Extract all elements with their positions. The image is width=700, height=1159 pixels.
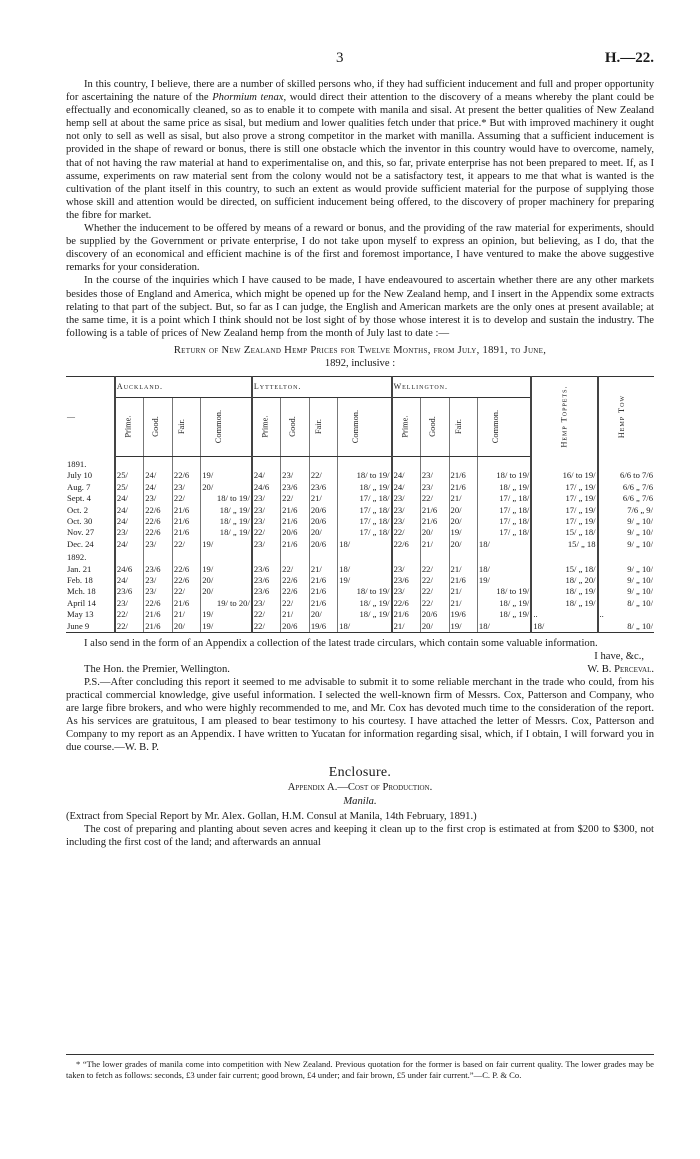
price-cell: 23/ xyxy=(392,563,421,574)
price-cell: 17/ „ 18/ xyxy=(477,504,531,515)
price-cell: 22/6 xyxy=(172,575,200,586)
price-cell: 17/ „ 18/ xyxy=(338,504,392,515)
price-cell: 21/6 xyxy=(449,482,477,493)
price-cell: 21/6 xyxy=(281,539,310,550)
row-date: Jan. 21 xyxy=(67,563,92,574)
header-auckland-good: Good. xyxy=(144,397,173,456)
price-cell: 23/ xyxy=(144,539,173,550)
price-cell: 9/ „ 10/ xyxy=(598,527,654,538)
price-cell: 23/ xyxy=(144,493,173,504)
price-cell: 20/ xyxy=(309,527,337,538)
price-cell: 18/ xyxy=(338,620,392,632)
price-cell: 18/ to 19/ xyxy=(338,470,392,481)
price-cell: 18/ „ 19/ xyxy=(531,586,597,597)
price-cell: 19/ to 20/ xyxy=(201,598,252,609)
price-cell: 17/ „ 18/ xyxy=(477,516,531,527)
price-cell: 8/ „ 10/ xyxy=(598,598,654,609)
year-row xyxy=(66,550,654,563)
price-cell: 19/ xyxy=(201,609,252,620)
row-date: Nov. 27 xyxy=(67,527,95,538)
price-cell: 24/ xyxy=(392,482,421,493)
price-cell: 22/ xyxy=(420,575,449,586)
table-row xyxy=(66,493,654,504)
price-cell: 22/6 xyxy=(144,598,173,609)
appendix-subtitle: Manila. xyxy=(343,795,377,807)
price-cell: 23/ xyxy=(281,470,310,481)
paragraph-inducement: Whether the inducement to be offered by means of a reward or bonus, and the providing of the raw material for experiments, should be supplied by the Government or private enterprise, I do not take upon myself to express an opinion, but believing, as I do, that the discovery of an economical and efficient machine is of the first and foremost importance, I have ventured to make the above suggestive remarks for your consideration. xyxy=(66,223,654,274)
price-cell: 21/6 xyxy=(420,504,449,515)
price-cell: 22/ xyxy=(252,609,281,620)
document-reference: H.—22. xyxy=(604,50,654,66)
page-header xyxy=(0,50,700,70)
price-cell: 24/ xyxy=(144,482,173,493)
year-label: 1892. xyxy=(67,552,87,563)
table-row xyxy=(66,527,654,538)
price-cell: 15/ „ 18/ xyxy=(531,563,597,574)
price-cell: 23/ xyxy=(392,586,421,597)
header-lyttelton-fair: Fair. xyxy=(309,397,337,456)
document-body xyxy=(66,78,654,849)
header-auckland-fair: Fair. xyxy=(172,397,200,456)
price-cell: 22/ xyxy=(420,598,449,609)
price-cell: 22/ xyxy=(281,563,310,574)
price-cell: 23/6 xyxy=(144,563,173,574)
header-lyttelton-common: Common. xyxy=(338,397,392,456)
price-cell: 21/6 xyxy=(172,527,200,538)
table-row xyxy=(66,470,654,481)
price-cell: 22/ xyxy=(392,527,421,538)
price-cell: 6/6 „ 7/6 xyxy=(598,482,654,493)
price-cell: 23/ xyxy=(144,575,173,586)
price-cell: 22/ xyxy=(281,493,310,504)
price-cell: 18/ xyxy=(477,563,531,574)
price-cell: 21/ xyxy=(172,609,200,620)
price-cell: 17/ „ 19/ xyxy=(531,482,597,493)
price-cell: 20/ xyxy=(201,575,252,586)
price-cell: .. xyxy=(598,609,654,620)
header-hemp-toppets: Hemp Toppets. xyxy=(531,376,597,456)
price-cell: 21/6 xyxy=(144,620,173,632)
header-auckland-common: Common. xyxy=(201,397,252,456)
price-cell: 22/ xyxy=(420,586,449,597)
price-cell: 19/ xyxy=(338,575,392,586)
header-lyttelton-good: Good. xyxy=(281,397,310,456)
price-cell: 18/ „ 19/ xyxy=(201,527,252,538)
price-cell: 9/ „ 10/ xyxy=(598,539,654,550)
table-row xyxy=(66,504,654,515)
price-cell: 21/6 xyxy=(172,504,200,515)
table-row xyxy=(66,563,654,574)
group-auckland: Auckland. xyxy=(115,376,252,397)
table-row xyxy=(66,516,654,527)
paragraph-phormium: In this country, I believe, there are a number of skilled persons who, if they had sufficient inducement and full and proper opportunity for ascertaining the nature of the Phormium tenax, would direct their attention to the discovery of a means whereby the plant could be effectually and economically cleaned, so as to enable it to compete with manila and sisal. At present the better qualities of New Zealand hemp sell at about the same price as sisal, but medium and lower qualities fetch under that price.* But with improved machinery it ought not only to sell as well as sisal, but also prove a strong competitor in the market with manilla. Assuming that a sufficient inducement is provided in the shape of reward or bonus, there is still one obstacle which the inventor in this country would have to overcome, namely, that of not having the raw material at hand to experimentalise on, and this, so far, private enterprise has not been prepared to meet. If, as I assume, experiments on raw material sent from the colony would not be a satisfactory test, it appears to me that what is wanted is the cultivation of the plant itself in this country, to such an extent as would provide sufficient material for the purpose of supplying those whose skill and attention would be directed, on sufficient inducement being offered, to the discovery of proper machinery for preparing the fibre for market. xyxy=(66,79,655,221)
table-row xyxy=(66,575,654,586)
price-cell: 23/ xyxy=(420,470,449,481)
price-cell: 9/ „ 10/ xyxy=(598,575,654,586)
price-cell: 18/ „ 19/ xyxy=(477,482,531,493)
price-cell: 20/ xyxy=(201,586,252,597)
price-cell: 23/ xyxy=(252,493,281,504)
table-caption-line1: Return of New Zealand Hemp Prices for Twelve Months, from July, 1891, to June, xyxy=(173,344,547,356)
price-cell: 23/ xyxy=(392,516,421,527)
table-caption xyxy=(66,344,654,370)
price-cell: 21/ xyxy=(449,563,477,574)
footnote-rule xyxy=(66,1054,654,1055)
price-cell: 22/ xyxy=(420,563,449,574)
price-cell: 20/6 xyxy=(281,620,310,632)
header-hemp-tow: Hemp Tow xyxy=(598,376,654,456)
price-cell: 22/6 xyxy=(144,527,173,538)
price-cell: 20/ xyxy=(449,504,477,515)
price-cell: 24/ xyxy=(115,516,144,527)
hemp-prices-table xyxy=(66,376,654,633)
price-cell: 18/ „ 19/ xyxy=(477,598,531,609)
cost-paragraph: The cost of preparing and planting about seven acres and keeping it clean up to the first crop is estimated at from $200 to $300, not including the first cost of the land; and afterwards an annual xyxy=(66,823,654,848)
price-cell: 20/6 xyxy=(309,516,337,527)
price-cell: 17/ „ 18/ xyxy=(338,493,392,504)
price-cell: 21/ xyxy=(309,563,337,574)
price-cell: 18/ xyxy=(477,539,531,550)
price-cell: 21/6 xyxy=(144,609,173,620)
price-cell: 23/ xyxy=(115,527,144,538)
price-cell: 22/ xyxy=(172,539,200,550)
header-wellington-common: Common. xyxy=(477,397,531,456)
price-cell: 17/ „ 18/ xyxy=(338,527,392,538)
price-cell: 17/ „ 18/ xyxy=(477,493,531,504)
price-cell: 23/6 xyxy=(309,482,337,493)
price-cell: 22/ xyxy=(252,527,281,538)
price-cell: 8/ „ 10/ xyxy=(598,620,654,632)
price-cell: 22/6 xyxy=(172,470,200,481)
row-date: Oct. 2 xyxy=(67,504,89,515)
price-cell: 9/ „ 10/ xyxy=(598,563,654,574)
price-cell: 19/ xyxy=(201,563,252,574)
signature: W. B. Perceval. xyxy=(587,663,654,675)
row-date: Sept. 4 xyxy=(67,493,91,504)
price-cell: 21/ xyxy=(420,539,449,550)
price-cell: .. xyxy=(531,609,597,620)
price-cell: 19/ xyxy=(201,539,252,550)
paragraph-markets: In the course of the inquiries which I have caused to be made, I have endeavoured to ascertain whether there are any other markets besides those of England and America, which might be opened up for the New Zealand hemp, and I insert in the Appendix some extracts relating to that part of the subject. But, so far as I can judge, the English and American markets are the only ones at present available; at the same time, it is a point which I think should not be lost sight of by those whose interest it is to develop and sustain the industry. The following is a table of prices of New Zealand hemp from the month of July last to date :— xyxy=(66,275,654,339)
price-cell: 18/ to 19/ xyxy=(477,586,531,597)
price-cell: 18/ „ 19/ xyxy=(338,598,392,609)
hemp-table-body xyxy=(66,456,654,632)
price-cell: 25/ xyxy=(115,482,144,493)
price-cell: 18/ „ 19/ xyxy=(201,504,252,515)
price-cell: 22/ xyxy=(420,493,449,504)
price-cell: 23/ xyxy=(392,504,421,515)
price-cell: 24/6 xyxy=(252,482,281,493)
paragraph-appendix: I also send in the form of an Appendix a collection of the latest trade circulars, which contain some valuable information. xyxy=(84,637,598,649)
price-cell: 24/ xyxy=(115,575,144,586)
price-cell: 21/ xyxy=(309,493,337,504)
group-wellington: Wellington. xyxy=(392,376,532,397)
price-cell: 23/6 xyxy=(252,586,281,597)
price-cell: 15/ „ 18/ xyxy=(531,527,597,538)
price-cell: 15/ „ 18 xyxy=(531,539,597,550)
price-cell: 19/6 xyxy=(309,620,337,632)
price-cell: 24/ xyxy=(392,470,421,481)
price-cell: 19/ xyxy=(449,527,477,538)
price-cell: 24/6 xyxy=(115,563,144,574)
price-cell: 21/ xyxy=(281,609,310,620)
price-cell: 23/ xyxy=(252,516,281,527)
price-cell: 22/ xyxy=(309,470,337,481)
year-label: 1891. xyxy=(67,458,87,469)
price-cell: 24/ xyxy=(115,504,144,515)
price-cell: 21/ xyxy=(449,493,477,504)
price-cell: 23/6 xyxy=(252,563,281,574)
price-cell: 23/ xyxy=(252,539,281,550)
table-row xyxy=(66,598,654,609)
price-cell: 22/6 xyxy=(144,516,173,527)
price-cell: 21/ xyxy=(449,598,477,609)
appendix-heading: Appendix A.—Cost of Production. xyxy=(287,782,433,794)
price-cell: 21/6 xyxy=(172,598,200,609)
year-row xyxy=(66,456,654,470)
price-cell: 18/ to 19/ xyxy=(201,493,252,504)
price-cell: 21/6 xyxy=(392,609,421,620)
price-cell: 23/ xyxy=(252,504,281,515)
table-caption-line2: 1892, inclusive : xyxy=(324,357,396,369)
price-cell: 19/ xyxy=(449,620,477,632)
price-cell: 19/6 xyxy=(449,609,477,620)
table-row xyxy=(66,482,654,493)
price-cell: 20/ xyxy=(309,609,337,620)
page-number: 3 xyxy=(336,50,344,66)
price-cell: 18/ „ 19/ xyxy=(338,482,392,493)
row-date: Mch. 18 xyxy=(67,586,96,597)
row-date: Oct. 30 xyxy=(67,516,93,527)
price-cell: 25/ xyxy=(115,470,144,481)
price-cell: 21/6 xyxy=(420,516,449,527)
price-cell: 18/ xyxy=(477,620,531,632)
row-date: April 14 xyxy=(67,597,96,608)
price-cell: 24/ xyxy=(115,539,144,550)
price-cell: 22/ xyxy=(252,620,281,632)
price-cell: 23/6 xyxy=(392,575,421,586)
header-wellington-good: Good. xyxy=(420,397,449,456)
price-cell: 17/ „ 18/ xyxy=(477,527,531,538)
price-cell: 6/6 „ 7/6 xyxy=(598,493,654,504)
price-cell: 18/ xyxy=(338,563,392,574)
row-date: Dec. 24 xyxy=(67,538,94,549)
price-cell: 22/ xyxy=(172,586,200,597)
price-cell: 21/6 xyxy=(309,598,337,609)
price-cell: 19/ xyxy=(201,620,252,632)
row-date: Aug. 7 xyxy=(67,481,91,492)
header-lyttelton-prime: Prime. xyxy=(252,397,281,456)
date-header: — xyxy=(66,376,115,456)
price-cell: 20/ xyxy=(172,620,200,632)
price-cell: 17/ „ 18/ xyxy=(338,516,392,527)
row-date: July 10 xyxy=(67,470,93,481)
price-cell: 22/6 xyxy=(172,563,200,574)
enclosure-title: Enclosure. xyxy=(328,765,392,781)
price-cell: 18/ „ 19/ xyxy=(201,516,252,527)
price-cell: 20/ xyxy=(449,516,477,527)
price-cell: 22/6 xyxy=(392,598,421,609)
price-cell: 21/6 xyxy=(281,504,310,515)
price-cell: 18/ to 19/ xyxy=(338,586,392,597)
table-row xyxy=(66,609,654,620)
price-cell: 21/ xyxy=(392,620,421,632)
price-cell: 20/ xyxy=(420,620,449,632)
table-row xyxy=(66,539,654,550)
price-cell: 9/ „ 10/ xyxy=(598,586,654,597)
price-cell: 17/ „ 19/ xyxy=(531,516,597,527)
postscript: P.S.—After concluding this report it seemed to me advisable to submit it to some reliable merchant in the trade who could, from his practical commercial knowledge, give useful information. I selected the well-known firm of Messrs. Cox, Patterson and Company, who are large fibre brokers, and who were highly recommended to me, and Mr. Cox has devoted much time to the consideration of the report. As his services are gratuitous, I am pleased to bear testimony to his courtesy. I have attached the letter of Messrs. Cox, Patterson and Company to my report as an Appendix. I have written to Yucatan for information regarding sisal, which, if I obtain, I will forward you in due course.—W. B. P. xyxy=(66,676,654,754)
price-cell: 21/6 xyxy=(281,516,310,527)
row-date: Feb. 18 xyxy=(67,574,93,585)
price-cell: 20/6 xyxy=(309,504,337,515)
price-cell: 22/6 xyxy=(144,504,173,515)
price-cell: 18/ to 19/ xyxy=(477,470,531,481)
price-cell: 24/ xyxy=(252,470,281,481)
table-row xyxy=(66,586,654,597)
price-cell: 21/6 xyxy=(309,575,337,586)
footnote xyxy=(66,1059,654,1081)
price-cell: 23/6 xyxy=(115,586,144,597)
price-cell: 9/ „ 10/ xyxy=(598,516,654,527)
price-cell: 20/6 xyxy=(420,609,449,620)
price-cell: 7/6 „ 9/ xyxy=(598,504,654,515)
price-cell: 23/ xyxy=(420,482,449,493)
price-cell: 24/ xyxy=(115,493,144,504)
header-wellington-fair: Fair. xyxy=(449,397,477,456)
price-cell: 22/ xyxy=(172,493,200,504)
header-auckland-prime: Prime. xyxy=(115,397,144,456)
price-cell: 24/ xyxy=(144,470,173,481)
row-date: June 9 xyxy=(66,620,115,632)
price-cell: 22/ xyxy=(281,598,310,609)
price-cell: 17/ „ 19/ xyxy=(531,493,597,504)
price-cell: 21/6 xyxy=(449,470,477,481)
price-cell: 23/6 xyxy=(252,575,281,586)
price-cell: 18/ „ 19/ xyxy=(531,598,597,609)
price-cell: 22/6 xyxy=(281,575,310,586)
closing-line xyxy=(66,650,654,663)
addressee-line xyxy=(66,663,654,676)
price-cell: 23/ xyxy=(144,586,173,597)
group-lyttelton: Lyttelton. xyxy=(252,376,392,397)
price-cell: 23/6 xyxy=(281,482,310,493)
price-cell: 17/ „ 19/ xyxy=(531,504,597,515)
price-cell: 20/6 xyxy=(309,539,337,550)
price-cell: 23/ xyxy=(115,598,144,609)
price-cell: 21/6 xyxy=(449,575,477,586)
price-cell: 18/ „ 19/ xyxy=(477,609,531,620)
price-cell: 18/ „ 19/ xyxy=(338,609,392,620)
price-cell: 18/ xyxy=(531,620,597,632)
price-cell: 19/ xyxy=(201,470,252,481)
closing-text: I have, &c., xyxy=(594,650,644,662)
price-cell: 18/ „ 20/ xyxy=(531,575,597,586)
extract-note: (Extract from Special Report by Mr. Alex. Gollan, H.M. Consul at Manila, 14th February, 1891.) xyxy=(66,810,477,822)
price-cell: 22/ xyxy=(115,609,144,620)
table-row xyxy=(66,620,654,632)
price-cell: 20/ xyxy=(420,527,449,538)
price-cell: 21/6 xyxy=(172,516,200,527)
addressee: The Hon. the Premier, Wellington. xyxy=(84,663,230,675)
price-cell: 20/ xyxy=(201,482,252,493)
price-cell: 22/6 xyxy=(392,539,421,550)
price-cell: 16/ to 19/ xyxy=(531,470,597,481)
price-cell: 19/ xyxy=(477,575,531,586)
footnote-text: * “The lower grades of manila come into competition with New Zealand. Previous quotation for the former is based on fair current quality. The lower grades may be taken to fetch as follows: seconds, £3 under fair current; good brown, £4 under; and fair brown, £5 under fair current.”—C. P. & Co. xyxy=(66,1059,654,1080)
price-cell: 21/ xyxy=(449,586,477,597)
price-cell: 22/ xyxy=(115,620,144,632)
price-cell: 22/6 xyxy=(281,586,310,597)
price-cell: 21/6 xyxy=(309,586,337,597)
price-cell: 23/ xyxy=(172,482,200,493)
header-wellington-prime: Prime. xyxy=(392,397,421,456)
price-cell: 20/6 xyxy=(281,527,310,538)
price-cell: 6/6 to 7/6 xyxy=(598,470,654,481)
row-date: May 13 xyxy=(67,609,94,620)
price-cell: 20/ xyxy=(449,539,477,550)
price-cell: 18/ xyxy=(338,539,392,550)
price-cell: 23/ xyxy=(392,493,421,504)
price-cell: 23/ xyxy=(252,598,281,609)
